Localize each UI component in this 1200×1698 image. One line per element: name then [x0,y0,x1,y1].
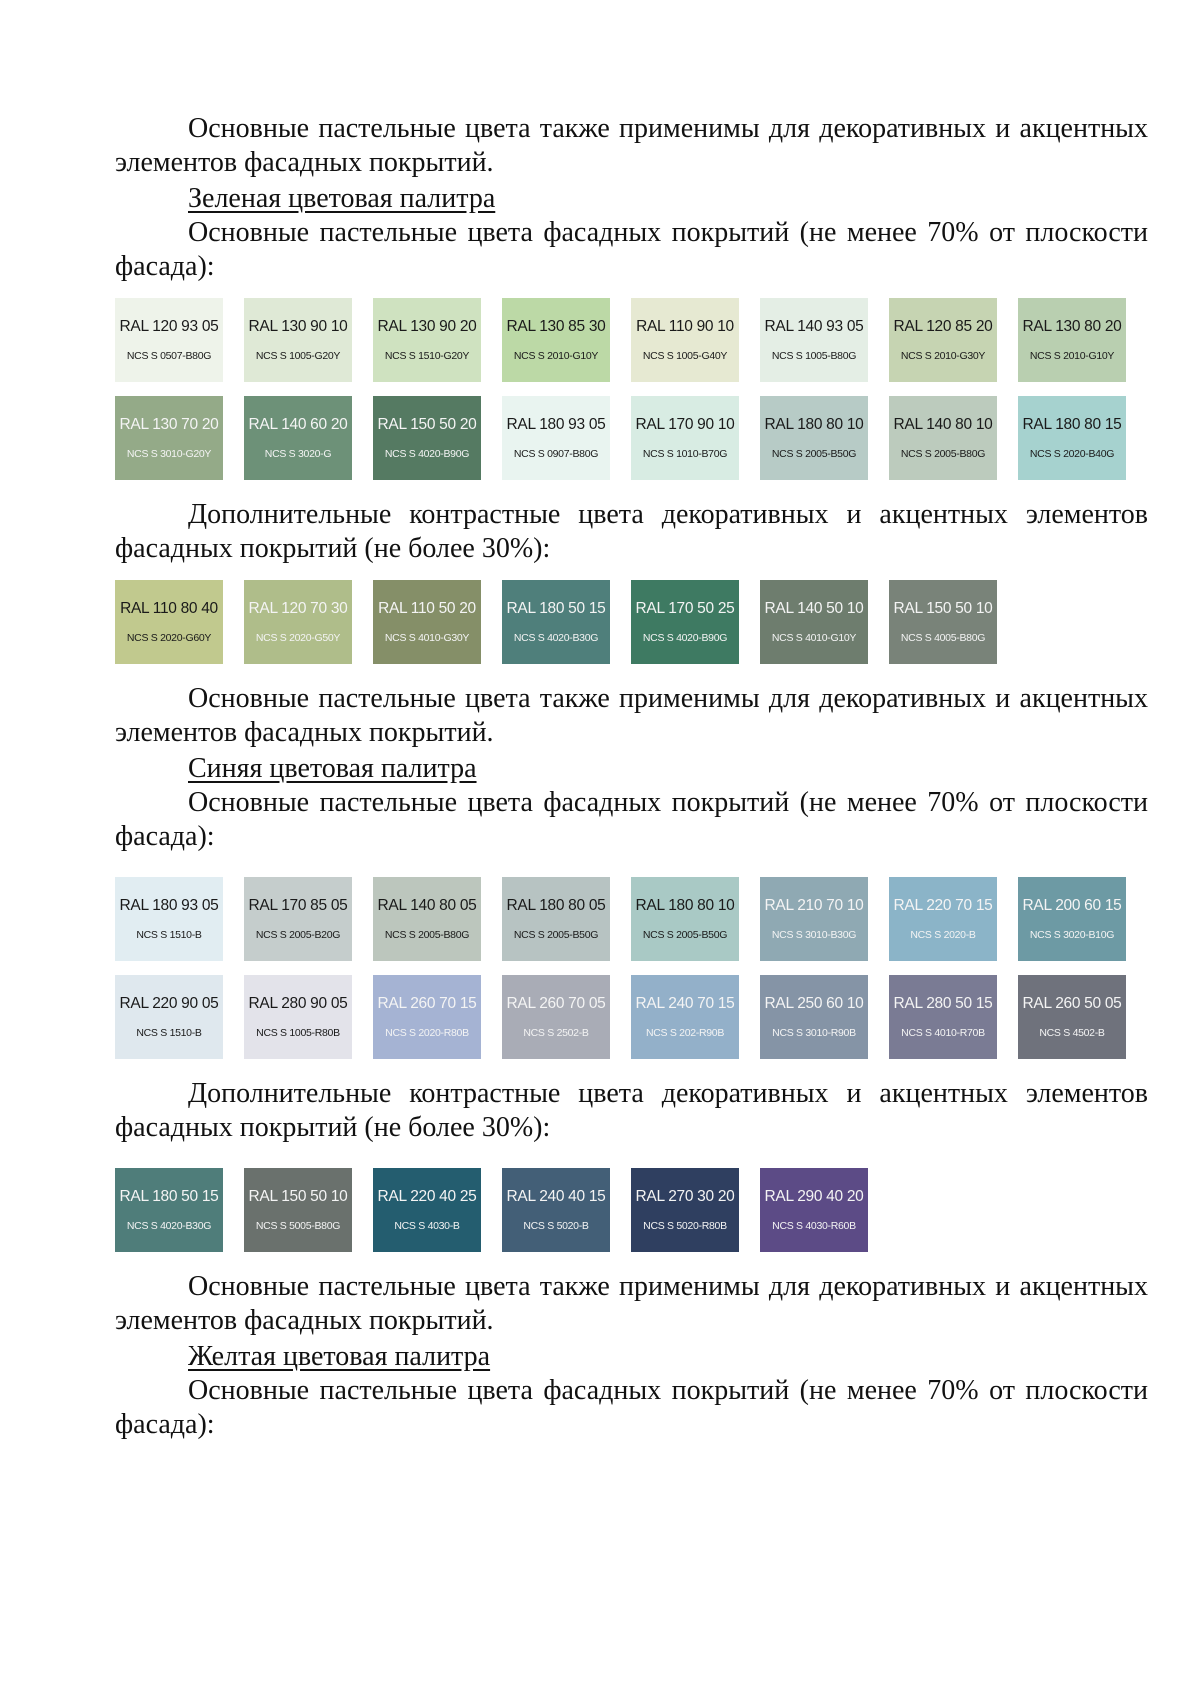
color-swatch [760,975,868,1059]
color-swatch [502,580,610,664]
ncs-code: NCS S 2502-B [523,1027,589,1039]
ral-code: RAL 110 50 20 [378,600,476,617]
ncs-code: NCS S 202-R90B [645,1027,725,1039]
ral-code: RAL 240 40 15 [506,1188,606,1205]
color-swatch [373,396,481,480]
ral-code: RAL 260 70 15 [377,995,477,1012]
color-swatch [373,877,481,961]
ncs-code: NCS S 3020-G [264,448,332,460]
color-swatch [631,877,739,961]
color-swatch [889,396,997,480]
ncs-code: NCS S 5020-R80B [643,1220,727,1232]
ral-code: RAL 180 93 05 [506,416,606,433]
ncs-code: NCS S 3010-G20Y [126,448,212,460]
ncs-code: NCS S 4020-B30G [513,632,599,644]
blue-contrast-caption: Дополнительные контрастные цвета декоративных и акцентных элементов фасадных покрытий (не более 30%): [115,1078,1148,1143]
ncs-code: NCS S 2005-B50G [513,929,599,941]
ncs-code: NCS S 2005-B50G [642,929,728,941]
color-swatch [115,396,223,480]
color-swatch [889,580,997,664]
ncs-code: NCS S 4020-B90G [384,448,470,460]
blue-note: Основные пастельные цвета также применимы для декоративных и акцентных элементов фасадных покрытий. [115,1271,1148,1336]
ral-code: RAL 140 80 05 [377,897,477,914]
color-swatch [502,298,610,382]
ral-code: RAL 150 50 10 [893,600,993,617]
color-swatch [502,877,610,961]
ral-code: RAL 240 70 15 [635,995,735,1012]
ncs-code: NCS S 0507-B80G [126,350,212,362]
ral-code: RAL 220 40 25 [377,1188,477,1205]
color-swatch [115,1168,223,1252]
ral-code: RAL 270 30 20 [635,1188,735,1205]
ral-code: RAL 110 90 10 [636,318,734,335]
color-swatch [244,1168,352,1252]
color-swatch [631,975,739,1059]
ral-code: RAL 130 90 20 [377,318,477,335]
ral-code: RAL 220 90 05 [119,995,219,1012]
green-main-row-1 [115,298,1148,382]
ncs-code: NCS S 5020-B [523,1220,589,1232]
ral-code: RAL 120 85 20 [893,318,993,335]
ncs-code: NCS S 4020-B90G [642,632,728,644]
color-swatch [760,396,868,480]
ral-code: RAL 120 70 30 [248,600,348,617]
ncs-code: NCS S 1005-R80B [256,1027,340,1039]
ral-code: RAL 170 50 25 [635,600,735,617]
yellow-palette-heading: Желтая цветовая палитра [188,1341,491,1372]
ncs-code: NCS S 2005-B20G [255,929,341,941]
color-swatch [1018,298,1126,382]
ral-code: RAL 200 60 15 [1022,897,1122,914]
color-swatch [373,580,481,664]
color-swatch [115,298,223,382]
ncs-code: NCS S 4010-R70B [901,1027,985,1039]
ral-code: RAL 170 85 05 [248,897,348,914]
blue-palette-heading: Синяя цветовая палитра [188,753,477,784]
ral-code: RAL 290 40 20 [764,1188,864,1205]
ncs-code: NCS S 0907-B80G [513,448,599,460]
color-swatch [244,580,352,664]
ral-code: RAL 130 80 20 [1022,318,1122,335]
color-swatch [244,975,352,1059]
ncs-code: NCS S 1005-G40Y [642,350,728,362]
ral-code: RAL 140 50 10 [764,600,864,617]
green-contrast-caption: Дополнительные контрастные цвета декоративных и акцентных элементов фасадных покрытий (не более 30%): [115,499,1148,564]
green-main-row-2 [115,396,1148,480]
ral-code: RAL 180 50 15 [506,600,606,617]
color-swatch [115,580,223,664]
color-swatch [502,975,610,1059]
color-swatch [1018,975,1126,1059]
ral-code: RAL 110 80 40 [120,600,218,617]
ncs-code: NCS S 3010-B30G [771,929,857,941]
color-swatch [244,877,352,961]
color-swatch [373,1168,481,1252]
ral-code: RAL 150 50 10 [248,1188,348,1205]
ncs-code: NCS S 2010-G10Y [513,350,599,362]
ncs-code: NCS S 2010-G10Y [1029,350,1115,362]
ncs-code: NCS S 2020-B40G [1029,448,1115,460]
ral-code: RAL 130 85 30 [506,318,606,335]
intro-note: Основные пастельные цвета также применимы для декоративных и акцентных элементов фасадных покрытий. [115,113,1148,178]
ncs-code: NCS S 2005-B80G [900,448,986,460]
ncs-code: NCS S 4020-B30G [126,1220,212,1232]
color-swatch [1018,877,1126,961]
color-swatch [373,975,481,1059]
ncs-code: NCS S 1510-B [136,929,202,941]
color-swatch [631,1168,739,1252]
ncs-code: NCS S 4010-G10Y [771,632,857,644]
ral-code: RAL 180 80 10 [635,897,735,914]
color-swatch [631,298,739,382]
ncs-code: NCS S 2010-G30Y [900,350,986,362]
blue-main-caption: Основные пастельные цвета фасадных покрытий (не менее 70% от плоскости фасада): [115,787,1148,852]
green-note: Основные пастельные цвета также применимы для декоративных и акцентных элементов фасадных покрытий. [115,683,1148,748]
document-page [115,112,1148,1442]
ncs-code: NCS S 4005-B80G [900,632,986,644]
ral-code: RAL 250 60 10 [764,995,864,1012]
color-swatch [373,298,481,382]
ral-code: RAL 170 90 10 [635,416,735,433]
ral-code: RAL 220 70 15 [893,897,993,914]
ral-code: RAL 260 70 05 [506,995,606,1012]
ncs-code: NCS S 4010-G30Y [384,632,470,644]
ral-code: RAL 140 80 10 [893,416,993,433]
ncs-code: NCS S 1510-G20Y [384,350,470,362]
color-swatch [760,298,868,382]
ncs-code: NCS S 2020-B [910,929,976,941]
ral-code: RAL 180 80 15 [1022,416,1122,433]
color-swatch [502,1168,610,1252]
green-palette-heading: Зеленая цветовая палитра [188,183,496,214]
color-swatch [760,580,868,664]
ral-code: RAL 280 90 05 [248,995,348,1012]
ncs-code: NCS S 2005-B50G [771,448,857,460]
color-swatch [760,1168,868,1252]
ral-code: RAL 140 60 20 [248,416,348,433]
green-main-caption: Основные пастельные цвета фасадных покрытий (не менее 70% от плоскости фасада): [115,217,1148,282]
ral-code: RAL 180 80 05 [506,897,606,914]
color-swatch [502,396,610,480]
blue-main-row-2 [115,975,1148,1059]
ncs-code: NCS S 1005-G20Y [255,350,341,362]
ral-code: RAL 140 93 05 [764,318,864,335]
ral-code: RAL 150 50 20 [377,416,477,433]
ncs-code: NCS S 1510-B [136,1027,202,1039]
blue-main-row-1 [115,877,1148,961]
ral-code: RAL 210 70 10 [764,897,864,914]
ncs-code: NCS S 3020-B10G [1029,929,1115,941]
ncs-code: NCS S 5005-B80G [255,1220,341,1232]
blue-contrast-row [115,1168,1148,1252]
ral-code: RAL 180 80 10 [764,416,864,433]
ncs-code: NCS S 4030-R60B [772,1220,856,1232]
color-swatch [889,877,997,961]
ncs-code: NCS S 2020-G50Y [255,632,341,644]
color-swatch [631,580,739,664]
color-swatch [889,298,997,382]
ncs-code: NCS S 4502-B [1039,1027,1105,1039]
ncs-code: NCS S 2020-R80B [385,1027,469,1039]
ral-code: RAL 120 93 05 [119,318,219,335]
ral-code: RAL 130 90 10 [248,318,348,335]
color-swatch [889,975,997,1059]
ncs-code: NCS S 2005-B80G [384,929,470,941]
color-swatch [631,396,739,480]
ral-code: RAL 180 93 05 [119,897,219,914]
color-swatch [1018,396,1126,480]
ncs-code: NCS S 2020-G60Y [126,632,212,644]
color-swatch [244,298,352,382]
ral-code: RAL 280 50 15 [893,995,993,1012]
ncs-code: NCS S 4030-B [394,1220,460,1232]
color-swatch [760,877,868,961]
ral-code: RAL 260 50 05 [1022,995,1122,1012]
ral-code: RAL 130 70 20 [119,416,219,433]
color-swatch [115,975,223,1059]
ncs-code: NCS S 1005-B80G [771,350,857,362]
ncs-code: NCS S 3010-R90B [772,1027,856,1039]
yellow-main-caption: Основные пастельные цвета фасадных покрытий (не менее 70% от плоскости фасада): [115,1375,1148,1440]
color-swatch [244,396,352,480]
ncs-code: NCS S 1010-B70G [642,448,728,460]
color-swatch [115,877,223,961]
ral-code: RAL 180 50 15 [119,1188,219,1205]
green-contrast-row [115,580,1148,664]
